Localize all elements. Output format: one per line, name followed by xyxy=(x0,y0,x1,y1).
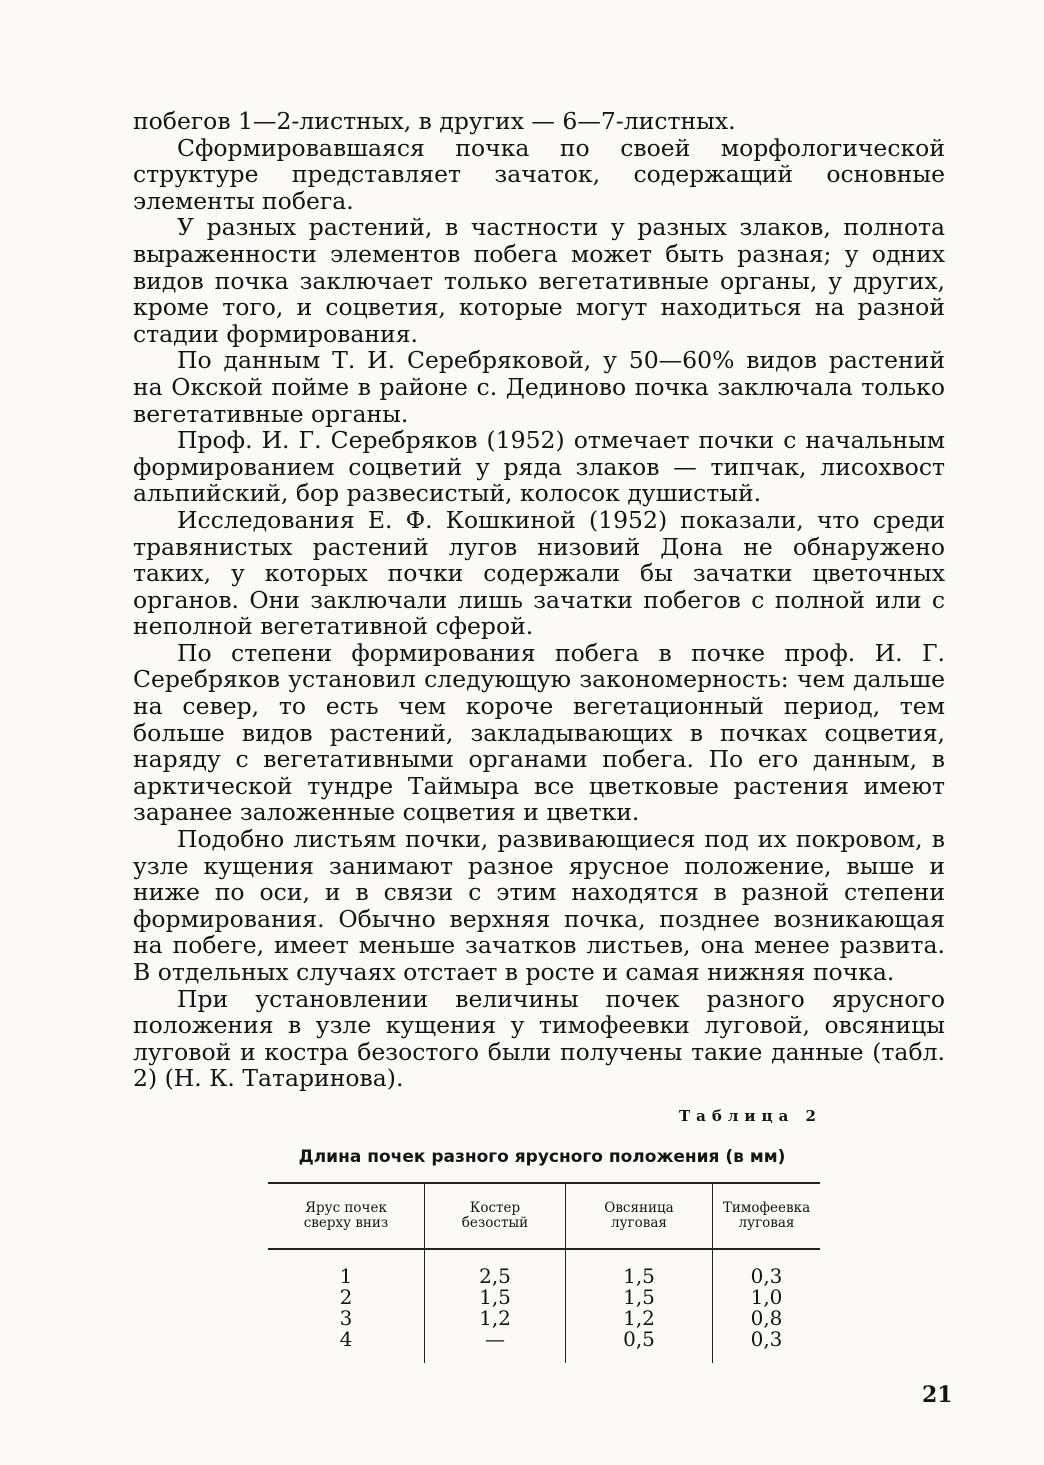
header-tier xyxy=(268,1183,425,1249)
paragraph: У разных растений, в частности у разных злаков, полнота выраженности элементов побега может быть разная; у одних видов почка заключает только вегетативные органы, у других, кроме того, и соцветия, которые могут находиться на разной стадии формирования. xyxy=(133,213,945,348)
table-cell: 3 xyxy=(339,1306,353,1330)
table-caption: Таблица 2 xyxy=(678,1107,822,1125)
table-header-row xyxy=(268,1183,820,1249)
table-cell: 0,8 xyxy=(713,1308,821,1329)
table-row xyxy=(268,1266,820,1287)
data-table xyxy=(268,1182,820,1363)
table-title: Длина почек разного ярусного положения (в мм) xyxy=(298,1147,786,1167)
table-row xyxy=(268,1329,820,1363)
paragraph: Сформировавшаяся почка по своей морфологической структуре представляет зачаток, содержащий основные элементы побега. xyxy=(133,133,945,215)
table-cell: 1,0 xyxy=(713,1287,821,1308)
paragraph: По данным Т. И. Серебряковой, у 50—60% видов растений на Окской пойме в районе с. Дединово почка заключала только вегетативные органы. xyxy=(133,346,945,428)
header-line: луговая xyxy=(738,1215,795,1231)
header-line: Овсяница xyxy=(604,1200,674,1216)
paragraph: Проф. И. Г. Серебряков (1952) отмечает почки с начальным формированием соцветий у ряда злаков — типчак, лисохвост альпийский, бор развесистый, колосок душистый. xyxy=(133,426,945,508)
paragraph: По степени формирования побега в почке проф. И. Г. Серебряков установил следующую закономерность: чем дальше на север, то есть чем короче вегетационный период, тем больше видов растений, закладывающих в почках соцветия, наряду с вегетативными органами побега. По его данным, в арктической тундре Таймыра все цветковые растения имеют заранее заложенные соцветия и цветки. xyxy=(133,638,945,827)
table-row xyxy=(268,1287,820,1308)
header-line: Тимофеевка xyxy=(722,1200,811,1216)
header-line: безостый xyxy=(461,1215,529,1231)
header-line: Ярус почек xyxy=(305,1200,387,1216)
body-text xyxy=(133,108,945,1092)
header-line: сверху вниз xyxy=(303,1215,389,1231)
paragraph: Исследования Е. Ф. Кошкиной (1952) показали, что среди травянистых растений лугов низовий Дона не обнаружено таких, у которых почки содержали бы зачатки цветочных органов. Они заключали лишь зачатки побегов с полной или с неполной вегетативной сферой. xyxy=(133,505,945,641)
header-line: луговая xyxy=(611,1215,667,1231)
paragraph: При установлении величины почек разного ярусного положения в узле кущения у тимофеевки луговой, овсяницы луговой и костра безостого были получены такие данные (табл. 2) (Н. К. Татаринова). xyxy=(133,984,945,1093)
table-cell: 1,2 xyxy=(566,1308,713,1329)
table-cell: 1,5 xyxy=(425,1287,566,1308)
paragraph: Подобно листьям почки, развивающиеся под их покровом, в узле кущения занимают разное ярусное положение, выше и ниже по оси, и в связи с этим находятся в разной степени формирования. Обычно верхняя почка, позднее возникающая на побеге, имеет меньше зачатков листьев, она менее развита. В отдельных случаях отстает в росте и самая нижняя почка. xyxy=(133,825,945,986)
header-ovsyanitsa xyxy=(566,1183,713,1249)
table-cell: 1 xyxy=(339,1264,353,1288)
page-number: 21 xyxy=(922,1382,953,1408)
table-row xyxy=(268,1308,820,1329)
header-line: Костер xyxy=(469,1200,521,1216)
table-cell: — xyxy=(425,1329,566,1363)
table-cell: 0,5 xyxy=(566,1329,713,1363)
table-cell: 0,3 xyxy=(713,1329,821,1363)
table-cell: 2,5 xyxy=(425,1266,566,1287)
table-cell: 1,5 xyxy=(566,1287,713,1308)
paragraph: побегов 1—2-листных, в других — 6—7-листных. xyxy=(133,107,736,135)
table-cell: 1,5 xyxy=(566,1266,713,1287)
table-cell: 2 xyxy=(339,1285,353,1309)
header-koster xyxy=(425,1183,566,1249)
table-cell: 4 xyxy=(339,1327,353,1351)
table-cell: 0,3 xyxy=(713,1266,821,1287)
table-cell: 1,2 xyxy=(425,1308,566,1329)
header-timofeevka xyxy=(713,1183,821,1249)
